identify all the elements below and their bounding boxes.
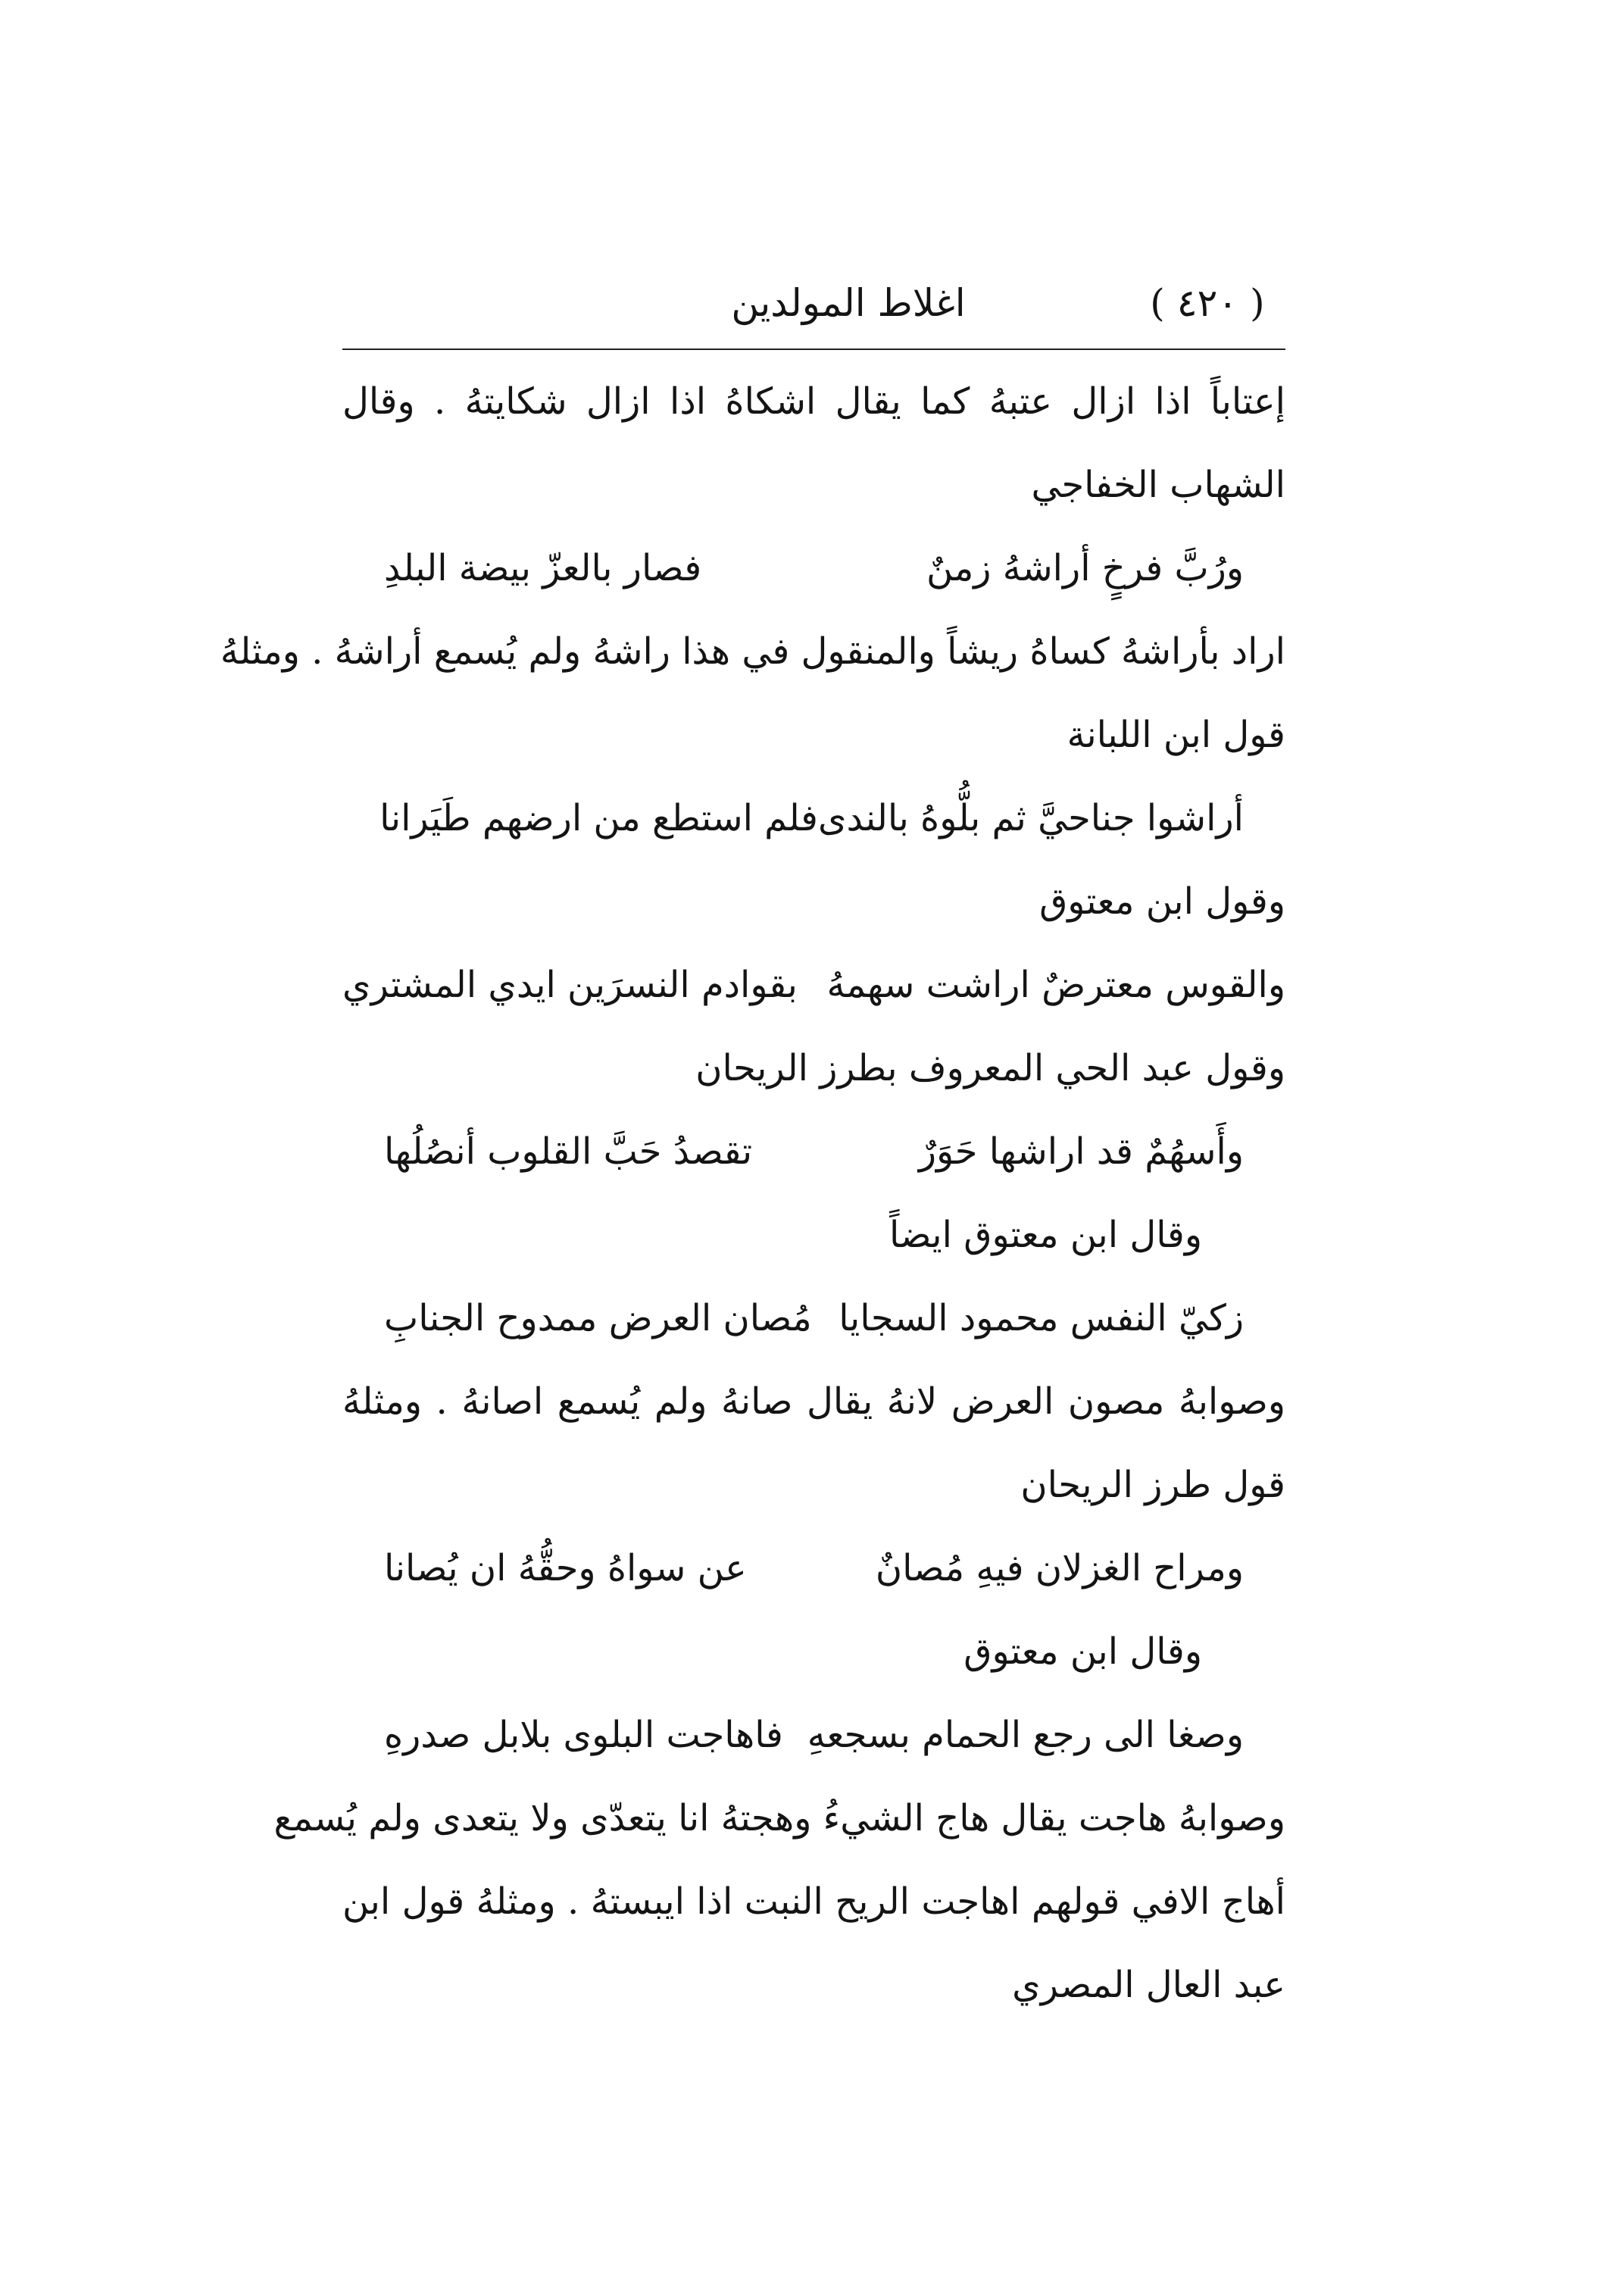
- verse-line: [342, 777, 1285, 860]
- prose-line: أهاج الافي قولهم اهاجت الريح النبت اذا ايبستهُ . ومثلهُ قول ابن: [342, 1880, 1285, 1923]
- verse-second-hemistich: تقصدُ حَبَّ القلوب أنصُلُها: [384, 1130, 753, 1173]
- prose-line: قول ابن اللبانة: [1067, 714, 1285, 756]
- prose-line: قول طرز الريحان: [1020, 1464, 1285, 1506]
- verse-first-hemistich: ومراح الغزلان فيهِ مُصانٌ: [875, 1547, 1244, 1589]
- prose-line: وقول عبد الحي المعروف بطرز الريحان: [695, 1047, 1285, 1089]
- verse-line: [342, 1110, 1285, 1193]
- verse-second-hemistich: فلم استطع من ارضهم طَيَرانا: [379, 797, 818, 839]
- verse-line: [342, 1693, 1285, 1777]
- prose-line: وقول ابن معتوق: [1039, 880, 1285, 923]
- prose-line: وقال ابن معتوق ايضاً: [889, 1214, 1202, 1256]
- prose-line: وصوابهُ هاجت يقال هاج الشيءُ وهجتهُ انا يتعدّى ولا يتعدى ولم يُسمع: [273, 1797, 1285, 1839]
- verse-second-hemistich: مُصان العرض ممدوح الجنابِ: [384, 1297, 812, 1339]
- verse-first-hemistich: ورُبَّ فرخٍ أراشهُ زمنٌ: [926, 547, 1244, 589]
- running-header-title: اغلاط المولدين: [731, 281, 966, 325]
- verse-first-hemistich: وصغا الى رجع الحمام بسجعهِ: [807, 1714, 1244, 1756]
- prose-line: الشهاب الخفاجي: [1031, 464, 1285, 506]
- verse-second-hemistich: عن سواهُ وحقُّهُ ان يُصانا: [384, 1547, 747, 1589]
- prose-line: اراد بأراشهُ كساهُ ريشاً والمنقول في هذا راشهُ ولم يُسمع أراشهُ . ومثلهُ: [220, 630, 1285, 673]
- verse-line: [342, 1277, 1285, 1360]
- prose-line: وصوابهُ مصون العرض لانهُ يقال صانهُ ولم يُسمع اصانهُ . ومثلهُ: [342, 1380, 1286, 1423]
- prose-line: عبد العال المصري: [1012, 1964, 1285, 2006]
- header-rule: [342, 348, 1285, 350]
- prose-line: إعتاباً اذا ازال عتبهُ كما يقال اشكاهُ اذا ازال شكايتهُ . وقال: [342, 380, 1285, 423]
- verse-first-hemistich: وأَسهُمٌ قد اراشها حَوَرٌ: [918, 1130, 1244, 1173]
- prose-line: وقال ابن معتوق: [963, 1630, 1202, 1673]
- verse-second-hemistich: فاهاجت البلوى بلابل صدرهِ: [384, 1714, 783, 1756]
- page-number: ( ٤٢٠ ): [1150, 281, 1265, 325]
- verse-first-hemistich: أراشوا جناحيَّ ثم بلُّوهُ بالندى: [817, 797, 1244, 839]
- verse-second-hemistich: بقوادم النسرَين ايدي المشتري: [342, 964, 798, 1006]
- verse-first-hemistich: زكيّ النفس محمود السجايا: [839, 1297, 1244, 1339]
- verse-line: [342, 943, 1285, 1027]
- verse-line: [342, 1527, 1285, 1610]
- verse-first-hemistich: والقوس معترضٌ اراشت سهمهُ: [826, 964, 1285, 1006]
- verse-line: [342, 527, 1285, 610]
- page-body: [220, 360, 1286, 2027]
- verse-second-hemistich: فصار بالعزّ بيضة البلدِ: [384, 547, 702, 589]
